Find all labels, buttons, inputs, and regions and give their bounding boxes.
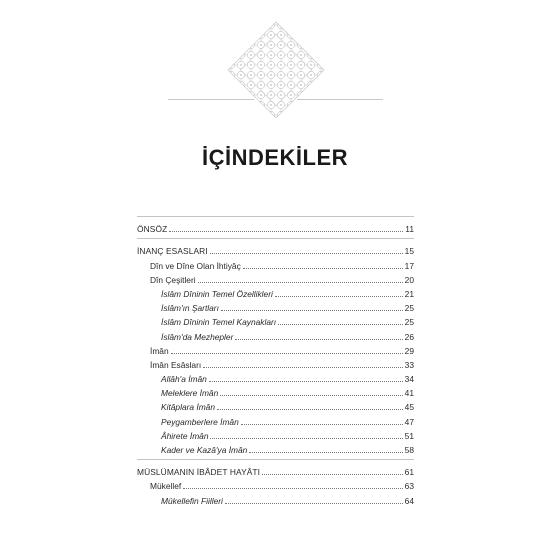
toc-entry-page: 45 <box>404 402 414 413</box>
toc-entry[interactable] <box>137 285 414 299</box>
toc-entry[interactable] <box>137 256 414 270</box>
dot-leader <box>210 253 403 254</box>
toc-entry-page: 26 <box>404 331 414 342</box>
toc-entry-label: İNANÇ ESASLARI <box>137 246 208 257</box>
toc-entry-label: İslâm Dîninin Temel Özellikleri <box>161 288 273 299</box>
toc-entry[interactable] <box>137 398 414 412</box>
toc-entry[interactable] <box>137 384 414 398</box>
toc-entry-label: Peygamberlere İmân <box>161 416 239 427</box>
toc-entry-label: Meleklere İmân <box>161 388 219 399</box>
dot-leader <box>169 231 403 232</box>
page-title: İÇİNDEKİLER <box>201 145 349 170</box>
toc-entry-label: Dîn Çeşitleri <box>150 274 196 285</box>
toc-entry-label: Kitâplara İmân <box>161 402 215 413</box>
toc-entry-page: 34 <box>404 374 414 385</box>
dot-leader <box>203 367 402 368</box>
toc-entry-page: 41 <box>404 388 414 399</box>
toc-entry-page: 20 <box>404 274 414 285</box>
toc-entry-page: 17 <box>404 260 414 271</box>
toc-entry[interactable] <box>137 299 414 313</box>
toc-entry[interactable] <box>137 412 414 426</box>
toc-entry-label: İmân <box>150 345 169 356</box>
toc-entry-label: Âhirete İmân <box>161 430 209 441</box>
toc-entry[interactable] <box>137 271 414 285</box>
dot-leader <box>171 353 403 354</box>
dot-leader <box>221 310 403 311</box>
dot-leader <box>243 268 403 269</box>
left-divider <box>168 99 254 100</box>
right-divider <box>297 99 383 100</box>
toc-entry-page: 33 <box>404 359 414 370</box>
table-of-contents <box>137 216 414 506</box>
dot-leader <box>198 282 403 283</box>
dot-leader <box>278 324 403 325</box>
dot-leader <box>225 503 403 504</box>
toc-entry[interactable] <box>137 242 414 256</box>
toc-entry-page: 25 <box>404 317 414 328</box>
dot-leader <box>249 452 402 453</box>
toc-entry[interactable] <box>137 477 414 491</box>
dot-leader <box>220 395 402 396</box>
toc-entry-page: 61 <box>404 467 414 478</box>
toc-entry-label: İmân Esâsları <box>150 359 202 370</box>
toc-entry[interactable] <box>137 313 414 327</box>
toc-entry-label: Kader ve Kazâ'ya İmân <box>161 445 248 455</box>
toc-entry-page: 25 <box>404 303 414 314</box>
toc-entry-label: İslâm'da Mezhepler <box>161 331 234 342</box>
dot-leader <box>210 438 402 439</box>
dot-leader <box>183 488 402 489</box>
dot-leader <box>241 424 403 425</box>
dot-leader <box>235 339 402 340</box>
dot-leader <box>262 474 403 475</box>
toc-entry-label: İslâm'ın Şartları <box>161 303 219 314</box>
toc-entry-page: 15 <box>404 246 414 257</box>
toc-entry-label: Dîn ve Dîne Olan İhtiyâç <box>150 260 241 271</box>
toc-entry-page: 58 <box>404 445 414 455</box>
toc-entry[interactable] <box>137 342 414 356</box>
toc-entry-label: İslâm Dîninin Temel Kaynakları <box>161 317 277 328</box>
toc-entry[interactable] <box>137 463 414 477</box>
dot-leader <box>275 296 403 297</box>
toc-entry[interactable] <box>137 220 414 234</box>
toc-entry-label: Mükellef <box>150 481 182 492</box>
toc-entry[interactable] <box>137 491 414 505</box>
toc-entry-page: 29 <box>404 345 414 356</box>
toc-entry-page: 63 <box>404 481 414 492</box>
toc-entry[interactable] <box>137 427 414 441</box>
toc-entry-label: Mükellefin Fiilleri <box>161 495 223 506</box>
toc-entry-page: 64 <box>404 495 414 506</box>
toc-entry[interactable] <box>137 370 414 384</box>
toc-entry-label: MÜSLÜMANIN İBÂDET HAYÂTI <box>137 467 261 478</box>
dot-leader <box>209 381 403 382</box>
toc-entry-page: 51 <box>404 430 414 441</box>
toc-entry-label: Allâh'a İmân <box>161 374 207 385</box>
toc-entry-label: ÖNSÖZ <box>137 224 168 235</box>
dot-leader <box>217 409 403 410</box>
toc-entry-page: 21 <box>404 288 414 299</box>
toc-entry[interactable] <box>137 441 414 455</box>
diamond-ornament-icon <box>226 20 326 120</box>
toc-entry-page: 11 <box>405 224 414 235</box>
toc-entry[interactable] <box>137 327 414 341</box>
toc-entry[interactable] <box>137 356 414 370</box>
toc-entry-page: 47 <box>404 416 414 427</box>
